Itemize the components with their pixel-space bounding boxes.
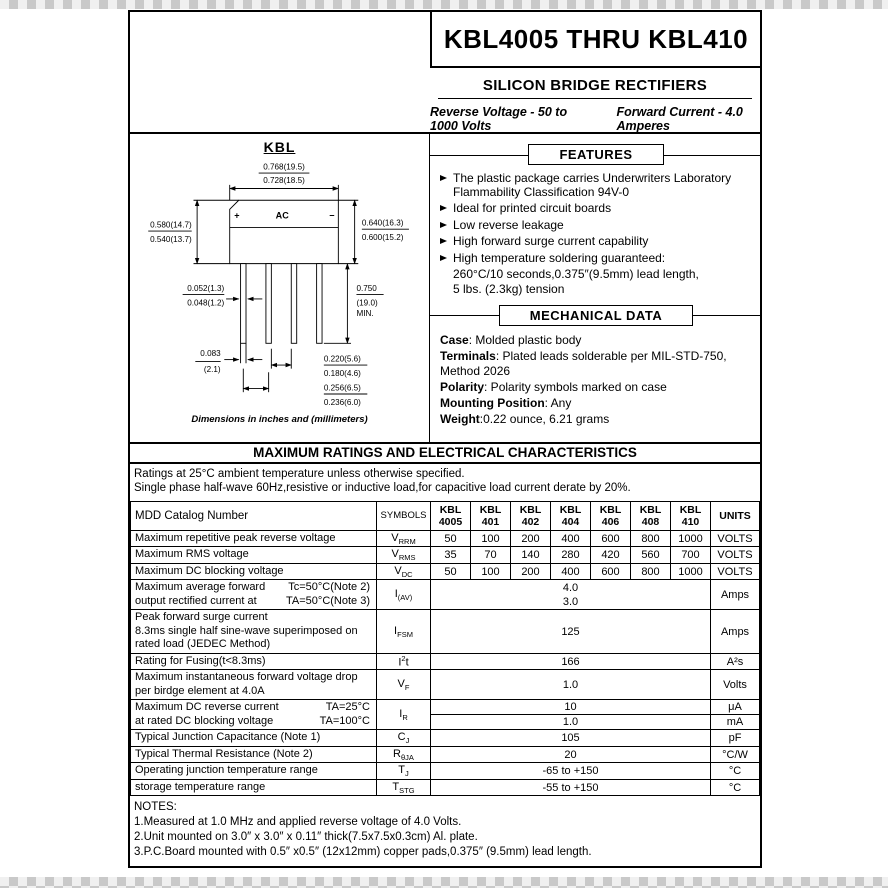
- feature-bullet-icon: [440, 175, 447, 181]
- feature-text: The plastic package carries Underwriters Laboratory Flammability Classification 94V-0: [453, 171, 732, 199]
- dim-length-mm: (19.0): [356, 298, 378, 308]
- param-line: per birdge element at 4.0A: [135, 684, 265, 697]
- units-line: Amps: [720, 625, 750, 638]
- dim-top-max: 0.768(19.5): [263, 162, 305, 172]
- value-cell: 1000: [671, 563, 711, 580]
- param-line: at rated DC blocking voltage TA=100°C: [135, 714, 370, 727]
- col-header-device: KBL 4005: [431, 501, 471, 530]
- feature-subline: 260°C/10 seconds,0.375″(9.5mm) lead length,: [453, 266, 699, 281]
- features-list: [440, 172, 752, 297]
- diagram-caption: Dimensions in inches and (millimeters): [191, 414, 368, 425]
- ratings-table-head: [131, 501, 760, 530]
- ratings-table-body: [131, 530, 760, 796]
- symbol-cell: $C_J$: [377, 730, 431, 747]
- dim-left-max: 0.580(14.7): [150, 220, 192, 230]
- value-line: 4.0: [562, 581, 579, 594]
- param-line: 8.3ms single half sine-wave superimposed on: [135, 624, 358, 637]
- value-cell-merged: [431, 779, 711, 796]
- page-title: KBL4005 THRU KBL410: [430, 12, 760, 68]
- value-line: 1.0: [562, 678, 579, 691]
- value-line: 1.0: [431, 714, 710, 729]
- features-title: FEATURES: [528, 144, 663, 165]
- param-line: Maximum repetitive peak reverse voltage: [135, 531, 336, 544]
- col-header-device: KBL 402: [511, 501, 551, 530]
- value-line: 125: [561, 625, 580, 638]
- param-line: Maximum DC reverse current TA=25°C: [135, 701, 370, 714]
- value-cell: 700: [671, 547, 711, 564]
- symbol-cell: $V_F$: [377, 670, 431, 700]
- right-column: [430, 134, 760, 442]
- value-cell: 420: [591, 547, 631, 564]
- col-header-device: KBL 401: [471, 501, 511, 530]
- dim-length-value: 0.750: [356, 283, 377, 293]
- dim-left-min: 0.540(13.7): [150, 234, 192, 244]
- value-cell: 200: [511, 530, 551, 547]
- mechanical-list: [440, 333, 752, 427]
- param-cell: [131, 580, 377, 610]
- feature-item: [440, 172, 752, 200]
- units-line: VOLTS: [717, 532, 753, 545]
- dim-right-min: 0.600(15.2): [361, 233, 404, 243]
- table-row: [131, 563, 760, 580]
- value-cell: 600: [591, 563, 631, 580]
- value-cell-merged: [431, 730, 711, 747]
- feature-item: [440, 252, 752, 266]
- feature-item: [440, 219, 752, 233]
- transparency-strip-bottom: [0, 877, 888, 888]
- value-line: 105: [561, 732, 580, 745]
- value-line: 10: [564, 701, 577, 714]
- tagline: [430, 105, 760, 133]
- features-header: [440, 144, 752, 165]
- param-cell: [131, 530, 377, 547]
- feature-item: [440, 202, 752, 216]
- symbol-cell: $R_{\theta JA}$: [377, 746, 431, 763]
- dim-thickness-min: 0.048(1.2): [187, 298, 225, 308]
- ratings-table: [130, 501, 760, 797]
- feature-subline: 5 lbs. (2.3kg) tension: [453, 281, 565, 296]
- dim-pitch1-max: 0.220(5.6): [323, 354, 361, 364]
- value-cell: 280: [551, 547, 591, 564]
- package-outline-drawing: [130, 155, 429, 413]
- note-line: 3.P.C.Board mounted with 0.5″ x0.5″ (12x12mm) copper pads,0.375″ (9.5mm) lead length.: [134, 846, 592, 859]
- units-line: Amps: [720, 588, 750, 601]
- col-header-device: KBL 410: [671, 501, 711, 530]
- units-cell: [711, 580, 760, 610]
- symbol-cell: $V_{RMS}$: [377, 547, 431, 564]
- notes-title: NOTES:: [134, 801, 177, 814]
- lead-3: [291, 264, 296, 344]
- value-cell-merged: [431, 746, 711, 763]
- units-line: °C/W: [722, 748, 748, 761]
- value-line: 3.0: [562, 595, 579, 608]
- dim-pitch2-max: 0.256(6.5): [323, 383, 361, 393]
- feature-text: High temperature soldering guaranteed:: [453, 250, 666, 265]
- mech-item: Terminals: Plated leads solderable per MIL-STD-750, Method 2026: [440, 348, 727, 378]
- col-header-units: UNITS: [711, 501, 760, 530]
- header-row: [131, 501, 760, 530]
- value-cell-merged: [431, 670, 711, 700]
- value-cell-merged: [431, 700, 711, 730]
- param-cell: [131, 653, 377, 670]
- datasheet: [128, 10, 762, 868]
- mechanical-title: MECHANICAL DATA: [499, 305, 693, 326]
- symbol-cell: $I_{FSM}$: [377, 610, 431, 654]
- value-line: 166: [561, 655, 580, 668]
- dim-pitch1-min: 0.180(4.6): [323, 368, 361, 378]
- mech-item: Case: Molded plastic body: [440, 332, 582, 347]
- symbol-cell: $I^2t$: [377, 653, 431, 670]
- feature-text: High forward surge current capability: [453, 234, 649, 249]
- table-row: [131, 580, 760, 610]
- table-row: [131, 547, 760, 564]
- param-cell: [131, 610, 377, 654]
- symbol-cell: $V_{DC}$: [377, 563, 431, 580]
- units-cell: [711, 653, 760, 670]
- symbol-cell: $I_R$: [377, 700, 431, 730]
- units-line: pF: [728, 732, 742, 745]
- param-line: Maximum average forward Tc=50°C(Note 2): [135, 581, 370, 594]
- param-line: Maximum DC blocking voltage: [135, 564, 284, 577]
- symbol-cell: $I_{(AV)}$: [377, 580, 431, 610]
- param-cell: [131, 730, 377, 747]
- value-cell: 100: [471, 530, 511, 547]
- header: [130, 12, 760, 132]
- lead-1: [241, 264, 246, 344]
- param-cell: [131, 746, 377, 763]
- table-row: [131, 610, 760, 654]
- param-cell: [131, 700, 377, 730]
- value-cell: 800: [631, 530, 671, 547]
- feature-text: Low reverse leakage: [453, 217, 564, 232]
- units-cell: [711, 530, 760, 547]
- value-cell-merged: [431, 610, 711, 654]
- header-left-blank: [130, 12, 430, 132]
- table-row: [131, 530, 760, 547]
- table-row: [131, 779, 760, 796]
- header-right: [430, 12, 760, 132]
- feature-bullet-icon: [440, 255, 447, 261]
- units-cell: [711, 563, 760, 580]
- mech-item: Weight:0.22 ounce, 6.21 grams: [440, 411, 610, 426]
- units-line: VOLTS: [717, 565, 753, 578]
- feature-bullet-icon: [440, 205, 447, 211]
- subtitle: SILICON BRIDGE RECTIFIERS: [482, 77, 708, 94]
- value-cell: 560: [631, 547, 671, 564]
- notes-list: [134, 815, 756, 860]
- dim-length-min-label: MIN.: [356, 309, 374, 319]
- col-header-symbols: SYMBOLS: [377, 501, 431, 530]
- param-line: Typical Junction Capacitance (Note 1): [135, 731, 321, 744]
- value-cell: 800: [631, 563, 671, 580]
- feature-bullet-icon: [440, 238, 447, 244]
- value-line: -55 to +150: [542, 781, 599, 794]
- param-line: rated load (JEDEC Method): [135, 638, 271, 651]
- value-cell: 50: [431, 530, 471, 547]
- symbol-cell: $T_{STG}$: [377, 779, 431, 796]
- value-cell: 400: [551, 530, 591, 547]
- units-cell: [711, 763, 760, 780]
- condition-line: Single phase half-wave 60Hz,resistive or inductive load,for capacitive load current derate by 20%.: [134, 482, 631, 495]
- feature-item: [440, 235, 752, 249]
- col-header-device: KBL 408: [631, 501, 671, 530]
- param-line: Operating junction temperature range: [135, 764, 318, 777]
- param-line: Maximum instantaneous forward voltage drop: [135, 671, 358, 684]
- ac-mark: AC: [275, 210, 289, 221]
- lead-2: [266, 264, 271, 344]
- units-cell: [711, 547, 760, 564]
- value-cell-merged: [431, 580, 711, 610]
- value-cell-merged: [431, 763, 711, 780]
- note-line: 1.Measured at 1.0 MHz and applied reverse voltage of 4.0 Volts.: [134, 816, 462, 829]
- units-cell: [711, 700, 760, 730]
- units-line: A²s: [726, 655, 744, 668]
- param-cell: [131, 563, 377, 580]
- dim-right-max: 0.640(16.3): [361, 218, 404, 228]
- subtitle-rule: [438, 98, 752, 99]
- value-cell: 100: [471, 563, 511, 580]
- param-line: Peak forward surge current: [135, 611, 268, 624]
- lead-4: [317, 264, 322, 344]
- value-cell: 600: [591, 530, 631, 547]
- value-line: 20: [564, 748, 577, 761]
- minus-mark: −: [329, 210, 335, 221]
- dim-top-min: 0.728(18.5): [263, 176, 305, 186]
- value-cell: 200: [511, 563, 551, 580]
- main-section: [130, 132, 760, 442]
- units-line: μA: [728, 701, 742, 714]
- table-row: [131, 653, 760, 670]
- table-row: [131, 670, 760, 700]
- param-line: output rectified current at TA=50°C(Note 3): [135, 594, 370, 607]
- ratings-title: MAXIMUM RATINGS AND ELECTRICAL CHARACTERISTICS: [130, 442, 760, 464]
- units-line: mA: [711, 714, 759, 729]
- package-diagram-panel: [130, 134, 430, 442]
- units-line: °C: [728, 781, 742, 794]
- note-line: 2.Unit mounted on 3.0″ x 3.0″ x 0.11″ thick(7.5x7.5x0.3cm) Al. plate.: [134, 831, 478, 844]
- units-cell: [711, 610, 760, 654]
- param-line: storage temperature range: [135, 780, 266, 793]
- col-header-param: MDD Catalog Number: [131, 501, 377, 530]
- dim-thickness-max: 0.052(1.3): [187, 283, 225, 293]
- table-row: [131, 700, 760, 730]
- col-header-device: KBL 404: [551, 501, 591, 530]
- value-cell: 140: [511, 547, 551, 564]
- param-cell: [131, 779, 377, 796]
- units-cell: [711, 779, 760, 796]
- dim-width-mm: (2.1): [203, 365, 221, 375]
- units-line: °C: [728, 765, 742, 778]
- units-cell: [711, 746, 760, 763]
- tagline-reverse-voltage: Reverse Voltage - 50 to 1000 Volts: [430, 105, 568, 133]
- condition-line: Ratings at 25°C ambient temperature unless otherwise specified.: [134, 468, 465, 480]
- plus-mark: +: [234, 210, 240, 221]
- notes-section: [130, 796, 760, 864]
- tagline-forward-current: Forward Current - 4.0 Amperes: [616, 105, 743, 133]
- mech-item: Mounting Position: Any: [440, 395, 572, 410]
- feature-bullet-icon: [440, 222, 447, 228]
- value-line: -65 to +150: [542, 765, 599, 778]
- dim-pitch2-min: 0.236(6.0): [323, 397, 361, 407]
- units-line: Volts: [723, 678, 747, 691]
- units-cell: [711, 670, 760, 700]
- transparency-strip-top: [0, 0, 888, 9]
- table-row: [131, 730, 760, 747]
- units-cell: [711, 730, 760, 747]
- dim-width-value: 0.083: [200, 348, 221, 358]
- param-cell: [131, 763, 377, 780]
- value-cell: 1000: [671, 530, 711, 547]
- mechanical-header: [440, 305, 752, 326]
- value-cell: 50: [431, 563, 471, 580]
- param-line: Maximum RMS voltage: [135, 548, 249, 561]
- units-line: VOLTS: [717, 549, 753, 562]
- value-cell-merged: [431, 653, 711, 670]
- ratings-conditions: [130, 464, 760, 501]
- table-row: [131, 763, 760, 780]
- symbol-cell: $V_{RRM}$: [377, 530, 431, 547]
- param-cell: [131, 670, 377, 700]
- param-line: Typical Thermal Resistance (Note 2): [135, 747, 313, 760]
- value-cell: 400: [551, 563, 591, 580]
- package-name: KBL: [263, 139, 296, 155]
- param-cell: [131, 547, 377, 564]
- param-line: Rating for Fusing(t<8.3ms): [135, 654, 266, 667]
- value-cell: 35: [431, 547, 471, 564]
- feature-text: Ideal for printed circuit boards: [453, 201, 612, 216]
- symbol-cell: $T_J$: [377, 763, 431, 780]
- mech-item: Polarity: Polarity symbols marked on case: [440, 379, 667, 394]
- value-cell: 70: [471, 547, 511, 564]
- table-row: [131, 746, 760, 763]
- col-header-device: KBL 406: [591, 501, 631, 530]
